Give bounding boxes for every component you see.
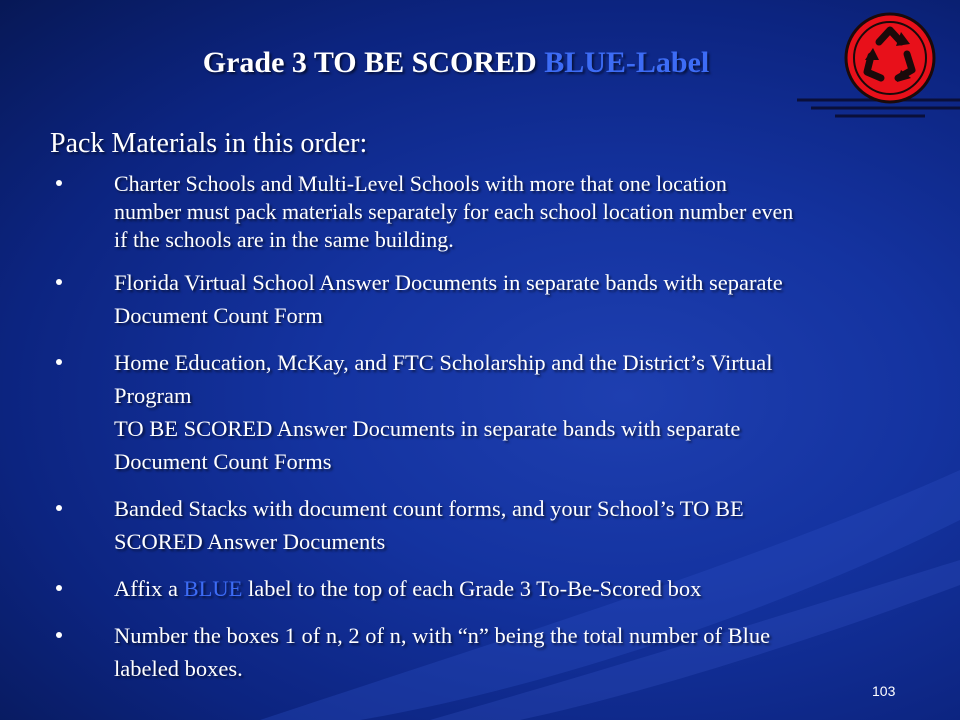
bullet-line: Program	[114, 383, 192, 408]
recycle-icon	[795, 8, 960, 126]
bullet-dot-icon	[56, 585, 62, 591]
list-item	[50, 619, 910, 685]
title-blue-word: BLUE	[544, 46, 626, 79]
bullet-text: Affix a	[114, 576, 184, 601]
bullet-line: Charter Schools and Multi-Level Schools with more that one location	[114, 171, 727, 196]
bullet-line: if the schools are in the same building.	[114, 227, 454, 252]
title-label-suffix: -Label	[625, 46, 710, 79]
bullet-dot-icon	[56, 359, 62, 365]
list-item	[50, 572, 910, 605]
blue-highlight: BLUE	[183, 576, 243, 601]
list-item	[50, 346, 910, 478]
bullet-list	[50, 170, 910, 699]
title-text: Grade 3 TO BE SCORED	[202, 46, 545, 79]
bullet-dot-icon	[56, 632, 62, 638]
bullet-line: Home Education, McKay, and FTC Scholarship and the District’s Virtual	[114, 350, 773, 375]
bullet-text: label to the top of each Grade 3 To-Be-Scored box	[242, 576, 702, 601]
list-item	[50, 170, 910, 254]
bullet-line: number must pack materials separately for each school location number even	[114, 199, 794, 224]
bullet-line: Banded Stacks with document count forms, and your School’s TO BE	[114, 496, 744, 521]
bullet-dot-icon	[56, 279, 62, 285]
slide-title	[0, 46, 912, 80]
bullet-line: TO BE SCORED Answer Documents in separate bands with separate	[114, 416, 741, 441]
bullet-line: labeled boxes.	[114, 656, 243, 681]
bullet-line: Florida Virtual School Answer Documents in separate bands with separate	[114, 270, 783, 295]
list-item	[50, 266, 910, 332]
bullet-line: SCORED Answer Documents	[114, 529, 386, 554]
bullet-line: Document Count Form	[114, 303, 323, 328]
list-item	[50, 492, 910, 558]
bullet-dot-icon	[56, 505, 62, 511]
bullet-line: Document Count Forms	[114, 449, 332, 474]
page-number: 103	[872, 683, 896, 699]
subtitle: Pack Materials in this order:	[50, 128, 368, 159]
bullet-line	[114, 572, 910, 605]
bullet-dot-icon	[56, 180, 62, 186]
bullet-line: Number the boxes 1 of n, 2 of n, with “n” being the total number of Blue	[114, 623, 771, 648]
